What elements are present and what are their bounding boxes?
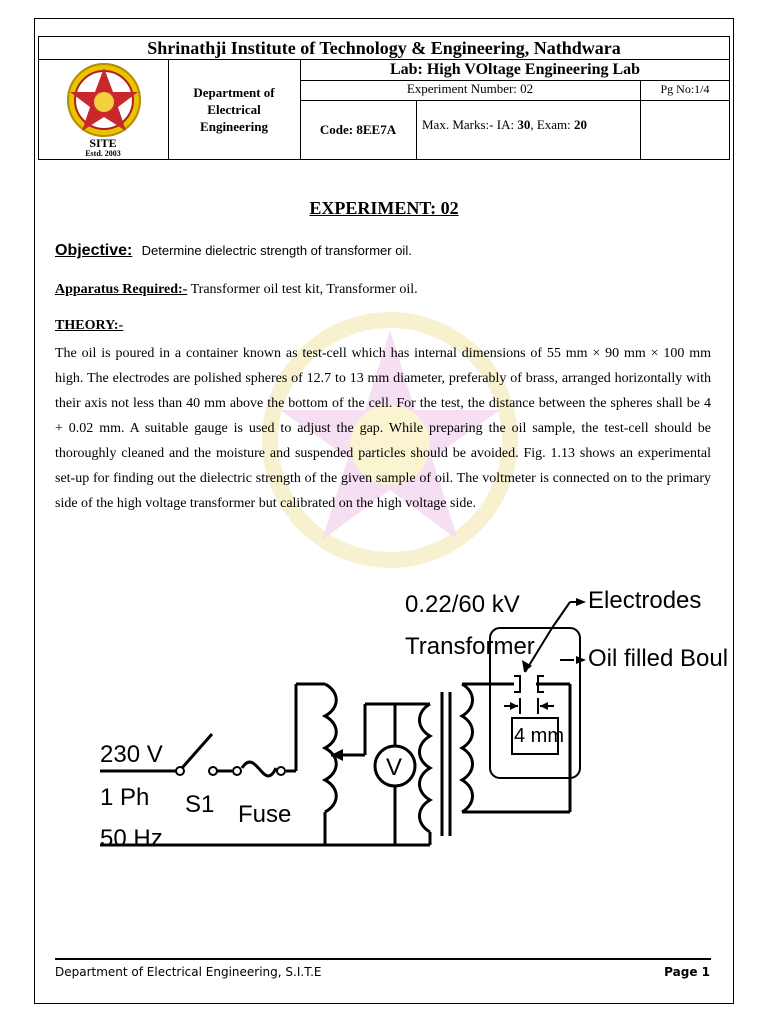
lab-title: Lab: High VOltage Engineering Lab — [389, 61, 641, 78]
department-name: Department of Electrical Engineering — [193, 85, 275, 134]
fuse-label: Fuse — [238, 801, 292, 828]
objective-label: Objective: — [55, 242, 133, 259]
voltmeter-label: V — [386, 754, 403, 781]
logo-estd: Estd. 2003 — [85, 149, 121, 158]
apparatus-label: Apparatus Required:- — [55, 282, 188, 297]
theory-heading: THEORY:- — [55, 318, 124, 333]
switch-label: S1 — [185, 791, 215, 818]
institute-title: Shrinathji Institute of Technology & Engineering, Nathdwara — [38, 36, 730, 60]
transformer-label: Transformer — [405, 633, 535, 660]
experiment-heading: EXPERIMENT: 02 — [309, 198, 459, 218]
gap-label: 4 mm — [514, 725, 564, 747]
oil-container-label: Oil filled Boul — [588, 645, 729, 672]
supply-phase: 1 Ph — [100, 784, 150, 811]
supply-voltage: 230 V — [100, 741, 163, 768]
circuit-diagram — [100, 556, 729, 876]
logo-text: SITE — [89, 136, 117, 150]
footer-rule — [55, 958, 711, 960]
electrodes-label: Electrodes — [588, 587, 702, 614]
footer-department: Department of Electrical Engineering, S.I.T.E — [55, 965, 322, 979]
experiment-number: Experiment Number: 02 — [406, 81, 534, 96]
institute-logo — [38, 60, 168, 160]
theory-paragraph: The oil is poured in a container known as test-cell which has internal dimensions of 55 mm × 90 mm × 100 mm high. The electrodes are polished spheres of 12.7 to 13 mm diameter, preferably of brass, arranged horizontally with their axis not less than 40 mm above the bottom of the cell. For the test, the distance between the spheres shall be 4 + 0.02 mm. A suitable gauge is used to adjust the gap. While preparing the oil sample, the test-cell should be thoroughly cleaned and the moisture and suspended particles should be avoided. Fig. 1.13 shows an experimental set-up for finding out the dielectric strength of the given sample of oil. The voltmeter is connected on to the primary side of the high voltage transformer but calibrated on the high voltage side. — [55, 346, 711, 511]
course-code: Code: 8EE7A — [319, 122, 397, 137]
footer-page-number: Page 1 — [664, 965, 710, 979]
transformer-rating: 0.22/60 kV — [405, 591, 520, 618]
apparatus — [55, 282, 418, 298]
objective — [55, 242, 412, 260]
page-number-header: Pg No:1/4 — [660, 82, 710, 96]
supply-frequency: 50 Hz — [100, 825, 163, 852]
objective-text: Determine dielectric strength of transformer oil. — [141, 243, 412, 258]
max-marks: Max. Marks:- IA: 30, Exam: 20 — [422, 117, 588, 132]
apparatus-text: Transformer oil test kit, Transformer oil. — [187, 282, 418, 297]
